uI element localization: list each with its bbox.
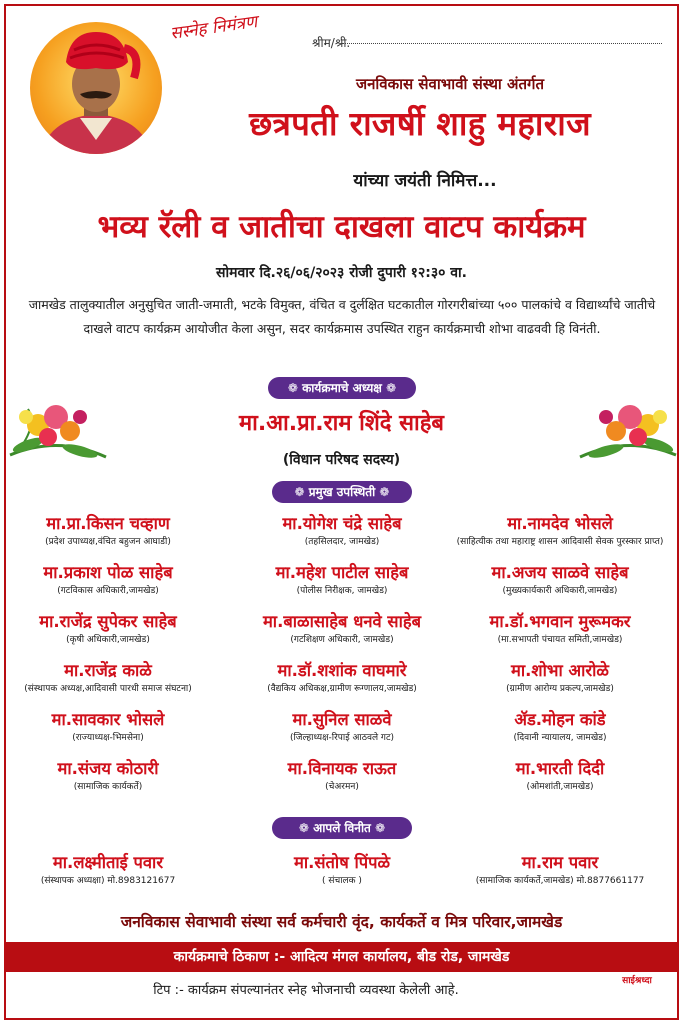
invitation-script-title: सस्नेह निमंत्रण: [169, 12, 259, 44]
guest-role: (वैद्यकिय अधिकक्ष,ग्रामीण रूग्णालय,जामखेड): [267, 684, 417, 694]
guest-name: मा.राम पवार: [521, 853, 599, 872]
president-heading: ❁ कार्यक्रमाचे अध्यक्ष ❁: [268, 377, 416, 399]
guest-entry: [227, 660, 457, 696]
guest-entry: [0, 852, 223, 888]
guests-heading: ❁ प्रमुख उपस्थिती ❁: [272, 481, 412, 503]
guest-entry: [445, 562, 675, 598]
guest-name: मा.प्रा.किसन चव्हाण: [46, 514, 170, 533]
footer-note: टिप :- कार्यक्रम संपल्यानंतर स्नेह भोजनाची व्यवस्था केलेली आहे.: [153, 983, 459, 998]
guest-entry: [0, 758, 223, 794]
guest-entry: [0, 513, 223, 549]
guest-name: मा.विनायक राऊत: [287, 759, 397, 778]
guest-role: (संस्थापक अध्यक्ष,आदिवासी पारधी समाज संघटना): [24, 684, 192, 694]
guest-role: (मुख्यकार्यकारी अधिकारी,जामखेड): [502, 586, 618, 596]
guest-role: (ओमशांती,जामखेड): [526, 782, 594, 792]
guest-name: मा.योगेश चंद्रे साहेब: [282, 514, 402, 533]
guest-name: मा.संजय कोठारी: [57, 759, 159, 778]
guest-name: मा.राजेंद्र सुपेकर साहेब: [39, 612, 177, 631]
guest-role: (दिवानी न्यायालय, जामखेड): [513, 733, 607, 743]
venue-banner: कार्यक्रमाचे ठिकाण :- आदित्य मंगल कार्यालय, बीड रोड, जामखेड: [6, 942, 677, 972]
portrait-figure: [30, 22, 162, 154]
president-name: मा.आ.प्रा.राम शिंदे साहेब: [239, 411, 444, 436]
guest-name: मा.महेश पाटील साहेब: [275, 563, 409, 582]
guest-entry: [0, 660, 223, 696]
event-datetime: सोमवार दि.२६/०६/२०२३ रोजी दुपारी १२:३० वा.: [216, 265, 467, 281]
portrait-medallion: [30, 22, 162, 154]
guest-name: मा.लक्ष्मीताई पवार: [52, 853, 164, 872]
guest-role: (गटविकास अधिकारी,जामखेड): [57, 586, 159, 596]
event-title: भव्य रॅली व जातीचा दाखला वाटप कार्यक्रम: [97, 209, 586, 245]
guest-role: (कृषी अधिकारी,जामखेड): [66, 635, 150, 645]
guest-entry: [227, 709, 457, 745]
guest-name: मा.सावकार भोसले: [51, 710, 165, 729]
guest-name: मा.बाळासाहेब धनवे साहेब: [262, 612, 422, 631]
guest-entry: [445, 709, 675, 745]
guest-role: (मा.सभापती पंचायत समिती,जामखेड): [497, 635, 623, 645]
guest-role: (सामाजिक कार्यकर्ते): [73, 782, 143, 792]
guest-name: मा.सुनिल साळवे: [292, 710, 392, 729]
guest-name: मा.शोभा आरोळे: [511, 661, 609, 680]
honoree-title: छत्रपती राजर्षी शाहु महाराज: [249, 104, 591, 143]
guest-entry: [445, 611, 675, 647]
hosts-heading: ❁ आपले विनीत ❁: [272, 817, 412, 839]
guest-name: मा.नामदेव भोसले: [507, 514, 613, 533]
guest-role: (पोलीस निरीक्षक, जामखेड): [296, 586, 388, 596]
guest-role: (राज्याध्यक्ष-भिमसेना): [72, 733, 144, 743]
guest-entry: [445, 660, 675, 696]
guest-role: (ग्रामीण आरोग्य प्रकल्प,जामखेड): [506, 684, 614, 694]
guest-entry: [0, 709, 223, 745]
guest-role: (संस्थापक अध्यक्षा) मो.8983121677: [40, 876, 176, 886]
guest-entry: [227, 611, 457, 647]
guest-entry: [227, 758, 457, 794]
staff-line: जनविकास सेवाभावी संस्था सर्व कर्मचारी वृंद, कार्यकर्ते व मित्र परिवार,जामखेड: [120, 913, 563, 931]
organization-line: जनविकास सेवाभावी संस्था अंतर्गत: [355, 75, 545, 93]
sponsor-logo: साईश्रध्दा: [622, 976, 652, 986]
guest-entry: [227, 513, 457, 549]
guest-name: मा.अजय साळवे साहेब: [491, 563, 629, 582]
guest-name: मा.संतोष पिंपळे: [293, 853, 391, 872]
guest-entry: [445, 758, 675, 794]
guest-entry: [0, 562, 223, 598]
guest-role: (प्रदेश उपाध्यक्ष,वंचित बहुजन आघाडी): [45, 537, 171, 547]
guest-role: (गटशिक्षण अधिकारी, जामखेड): [290, 635, 394, 645]
guest-entry: [227, 562, 457, 598]
guest-role: (तहसिलदार, जामखेड): [304, 537, 380, 547]
guest-role: (साहित्यीक तथा महाराष्ट्र शासन आदिवासी सेवक पुरस्कार प्राप्त): [456, 537, 664, 547]
guest-entry: [445, 852, 675, 888]
guest-name: मा.भारती दिदी: [515, 759, 605, 778]
guest-name: ॲड.मोहन कांडे: [514, 710, 606, 729]
guest-name: मा.प्रकाश पोळ साहेब: [43, 563, 173, 582]
guest-name: मा.राजेंद्र काळे: [64, 661, 152, 680]
guest-entry: [227, 852, 457, 888]
event-description: जामखेड तालुक्यातील अनुसुचित जाती-जमाती, भटके विमुक्त, वंचित व दुर्लक्षित घटकातील गोरगरीबांच्या ५०० पालकांचे व विद्यार्थ्यांचे जातीचे दाखले वाटप कार्यक्रम आयोजीत केला असुन, सदर कार्यक्रमास उपस्थित राहुन कार्यक्रमाची शोभा वाढववी हि विनंती.: [28, 297, 656, 336]
salutation-label: श्रीम/श्री.: [312, 36, 351, 50]
occasion-line: यांच्या जयंती निमित्त...: [353, 171, 497, 191]
guest-entry: [445, 513, 675, 549]
guest-role: (जिल्हाध्यक्ष-रिपाई आठवले गट): [289, 733, 395, 743]
guest-role: ( संचालक ): [322, 876, 362, 886]
president-role: (विधान परिषद सदस्य): [282, 452, 401, 468]
guest-entry: [0, 611, 223, 647]
guest-role: (चेअरमन): [325, 782, 359, 792]
guest-role: (सामाजिक कार्यकर्ते,जामखेड) मो.8877661177: [475, 876, 645, 886]
salutation-dotted-line: [342, 43, 662, 44]
guest-name: मा.डॉ.शशांक वाघमारे: [277, 661, 407, 680]
guest-name: मा.डॉ.भगवान मुरूमकर: [489, 612, 631, 631]
